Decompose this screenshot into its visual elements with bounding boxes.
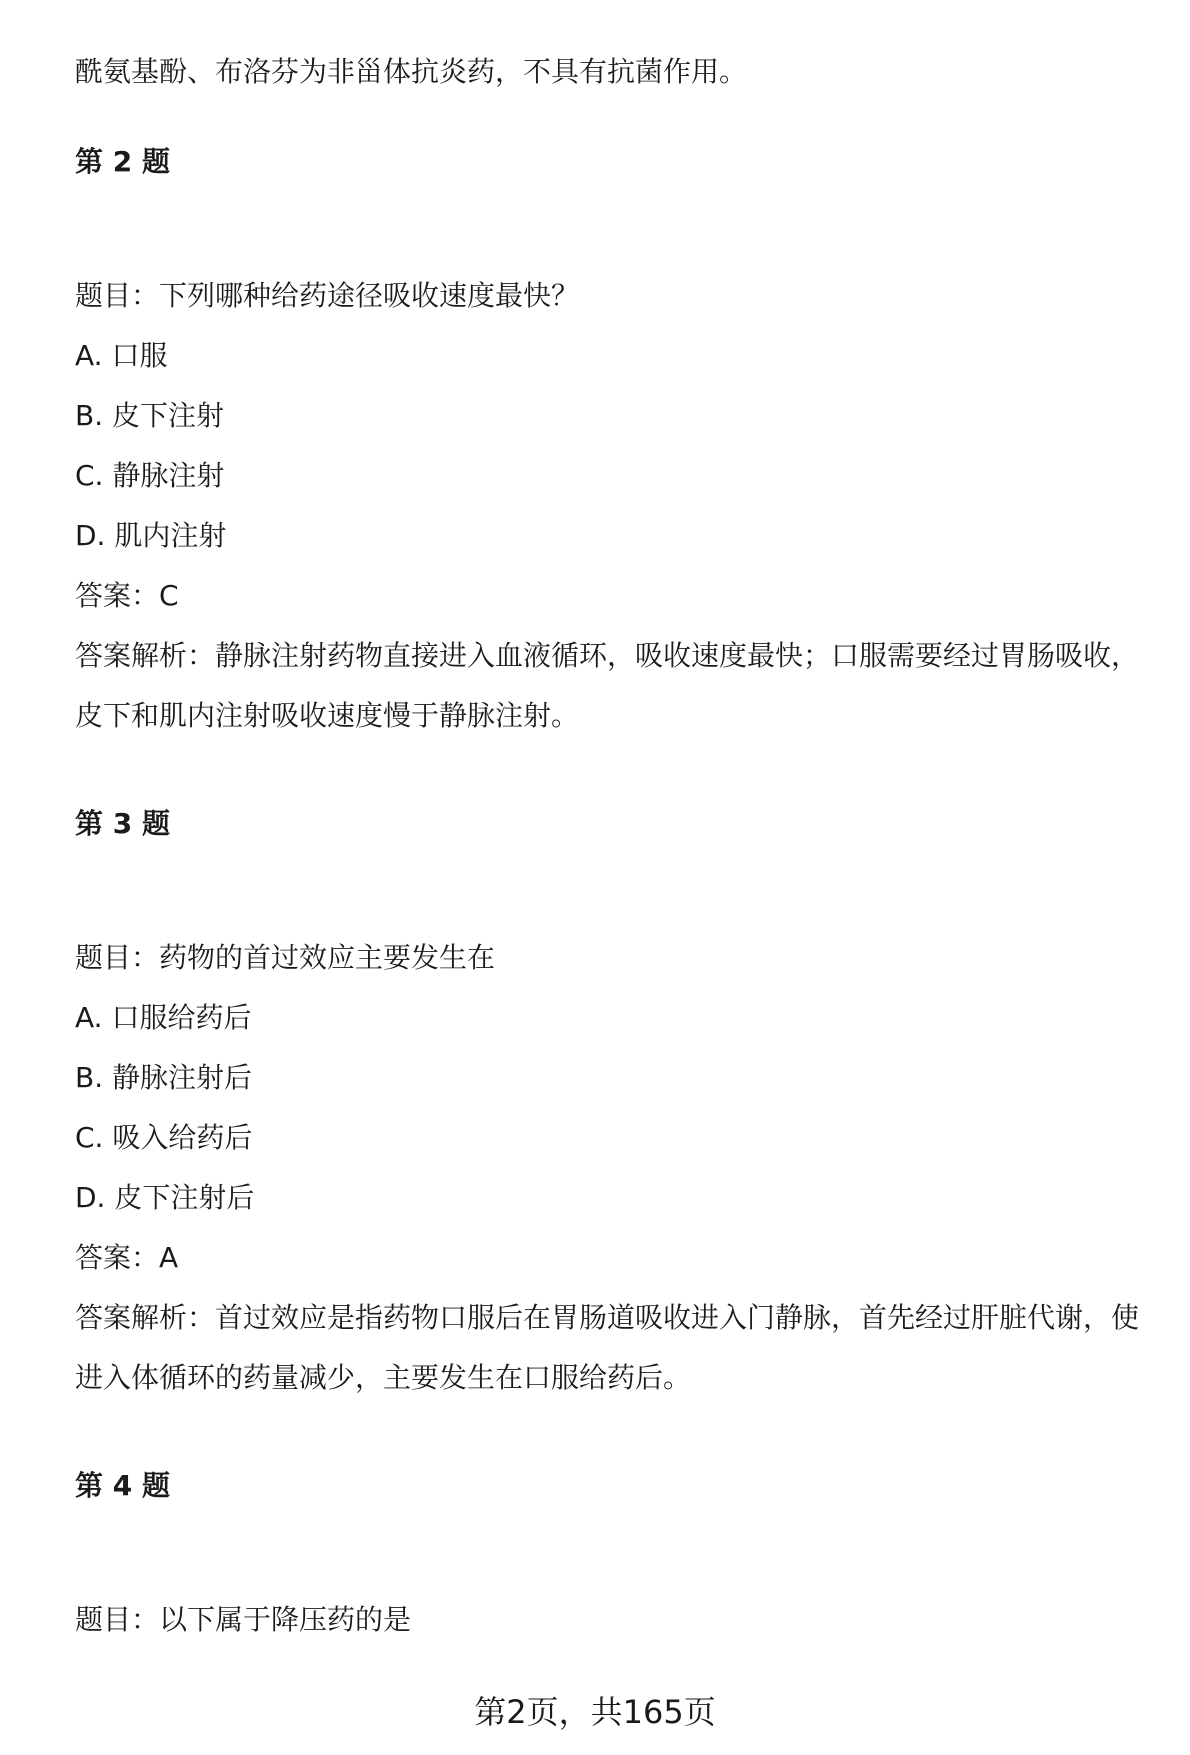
question-3-answer: 答案：A (75, 1241, 179, 1274)
question-2-option-c: C. 静脉注射 (75, 459, 225, 492)
question-3-analysis: 答案解析：首过效应是指药物口服后在胃肠道吸收进入门静脉，首先经过肝脏代谢，使进入体循环的药量减少，主要发生在口服给药后。 (75, 1301, 1140, 1394)
question-2-option-a: A. 口服 (75, 339, 168, 372)
question-2-stem: 题目：下列哪种给药途径吸收速度最快？ (75, 279, 580, 312)
question-3-option-b: B. 静脉注射后 (75, 1061, 253, 1094)
question-2-option-b: B. 皮下注射 (75, 399, 225, 432)
question-3-option-a: A. 口服给药后 (75, 1001, 252, 1034)
page-footer: 第2页，共165页 (474, 1693, 716, 1731)
question-3-stem: 题目：药物的首过效应主要发生在 (75, 941, 496, 974)
question-2-option-d: D. 肌内注射 (75, 519, 227, 552)
question-2-heading: 第 2 题 (75, 145, 170, 178)
question-3-option-d: D. 皮下注射后 (75, 1181, 255, 1214)
question-4-heading: 第 4 题 (75, 1469, 170, 1502)
question-4-stem: 题目：以下属于降压药的是 (75, 1603, 412, 1636)
question-2-analysis: 答案解析：静脉注射药物直接进入血液循环，吸收速度最快；口服需要经过胃肠吸收，皮下和肌内注射吸收速度慢于静脉注射。 (75, 639, 1140, 732)
question-3-heading: 第 3 题 (75, 807, 170, 840)
intro-line: 酰氨基酚、布洛芬为非甾体抗炎药，不具有抗菌作用。 (75, 55, 748, 88)
question-3-option-c: C. 吸入给药后 (75, 1121, 253, 1154)
question-2-answer: 答案：C (75, 579, 179, 612)
